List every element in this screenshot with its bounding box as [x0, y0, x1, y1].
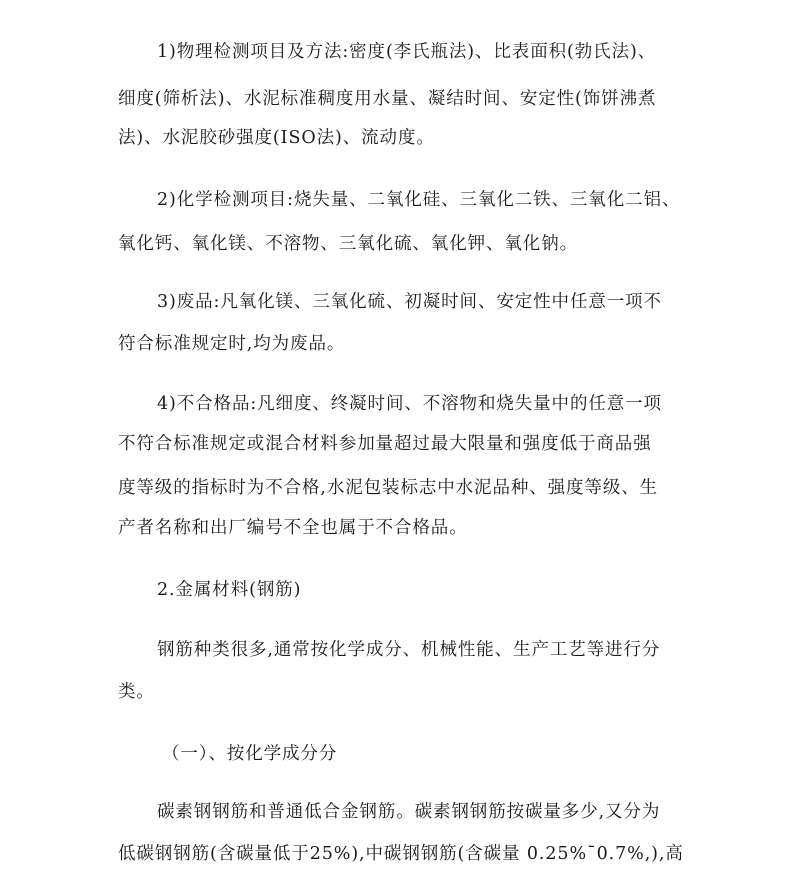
nonconforming-line-3: 度等级的指标时为不合格,水泥包装标志中水泥品种、强度等级、生: [118, 478, 659, 498]
nonconforming-line-2: 不符合标准规定或混合材料参加量超过最大限量和强度低于商品强: [118, 434, 652, 454]
chemical-tests-line-1: 2)化学检测项目:烧失量、二氧化硅、三氧化二铁、三氧化二铝、: [157, 190, 681, 210]
carbon-steel-line-2: 低碳钢钢筋(含碳量低于25%),中碳钢钢筋(含碳量 0.25%¯0.7%,),高: [118, 844, 684, 864]
chemical-composition-heading: （一）、按化学成分分: [162, 744, 338, 764]
physical-tests-line-1: 1)物理检测项目及方法:密度(李氏瓶法)、比表面积(勃氏法)、: [157, 42, 657, 62]
nonconforming-line-4: 产者名称和出厂编号不全也属于不合格品。: [118, 518, 468, 538]
physical-tests-line-2: 细度(筛析法)、水泥标准稠度用水量、凝结时间、安定性(饰饼沸煮: [118, 89, 657, 109]
rebar-classification-line-2: 类。: [118, 682, 155, 702]
waste-products-line-2: 符合标准规定时,均为废品。: [118, 334, 346, 354]
nonconforming-line-1: 4)不合格品:凡细度、终凝时间、不溶物和烧失量中的任意一项: [157, 394, 662, 414]
metal-materials-heading: 2.金属材料(钢筋): [157, 580, 302, 600]
physical-tests-line-3: 法)、水泥胶砂强度(ISO法)、流动度。: [118, 128, 435, 148]
rebar-classification-line-1: 钢筋种类很多,通常按化学成分、机械性能、生产工艺等进行分: [157, 640, 661, 660]
chemical-tests-line-2: 氧化钙、氧化镁、不溶物、三氧化硫、氧化钾、氧化钠。: [118, 234, 578, 254]
carbon-steel-line-1: 碳素钢钢筋和普通低合金钢筋。碳素钢钢筋按碳量多少,又分为: [157, 802, 661, 822]
waste-products-line-1: 3)废品:凡氧化镁、三氧化硫、初凝时间、安定性中任意一项不: [157, 292, 662, 312]
